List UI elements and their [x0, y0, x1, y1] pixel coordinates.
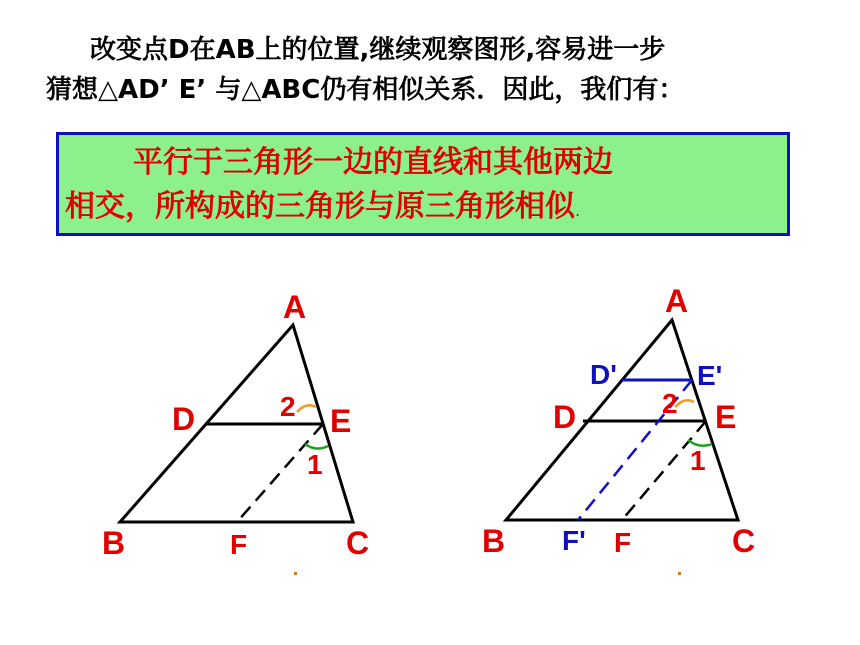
angle-1-label-right: 1	[690, 445, 706, 476]
label-a-left: A	[283, 289, 307, 325]
label-f-prime: F'	[562, 525, 586, 556]
figure-right	[482, 283, 755, 559]
angle-2-label-right: 2	[662, 388, 678, 419]
intro-line-1: 改变点D在AB上的位置,继续观察图形,容易进一步	[90, 35, 666, 65]
label-b-right: B	[482, 523, 506, 559]
decor-mark-left	[294, 572, 297, 575]
label-b-left: B	[102, 525, 126, 561]
theorem-end-mark: .	[575, 201, 581, 220]
theorem-line-1: 平行于三角形一边的直线和其他两边	[133, 145, 613, 180]
theorem-line-2-text: 相交，所构成的三角形与原三角形相似	[65, 189, 575, 224]
label-c-right: C	[732, 523, 756, 559]
label-d-right: D	[553, 399, 577, 435]
decor-mark-right	[678, 572, 681, 575]
intro-line-2: 猜想△AD’ E’ 与△ABC仍有相似关系．因此，我们有：	[46, 75, 685, 105]
angle-1-label-left: 1	[307, 449, 323, 480]
label-c-left: C	[346, 525, 370, 561]
label-f-left: F	[230, 529, 248, 560]
angle-2-arc-right	[675, 400, 694, 407]
label-e-right: E	[715, 399, 737, 435]
angle-1-arc-left	[305, 444, 328, 449]
angle-2-label-left: 2	[280, 391, 296, 422]
angle-2-arc-left	[297, 405, 316, 412]
figure-left	[102, 289, 369, 561]
label-f-right: F	[614, 527, 632, 558]
label-e-left: E	[330, 403, 352, 439]
label-a-right: A	[665, 283, 689, 319]
label-d-prime: D'	[590, 359, 617, 390]
label-e-prime: E'	[697, 360, 723, 391]
label-d-left: D	[172, 401, 196, 437]
